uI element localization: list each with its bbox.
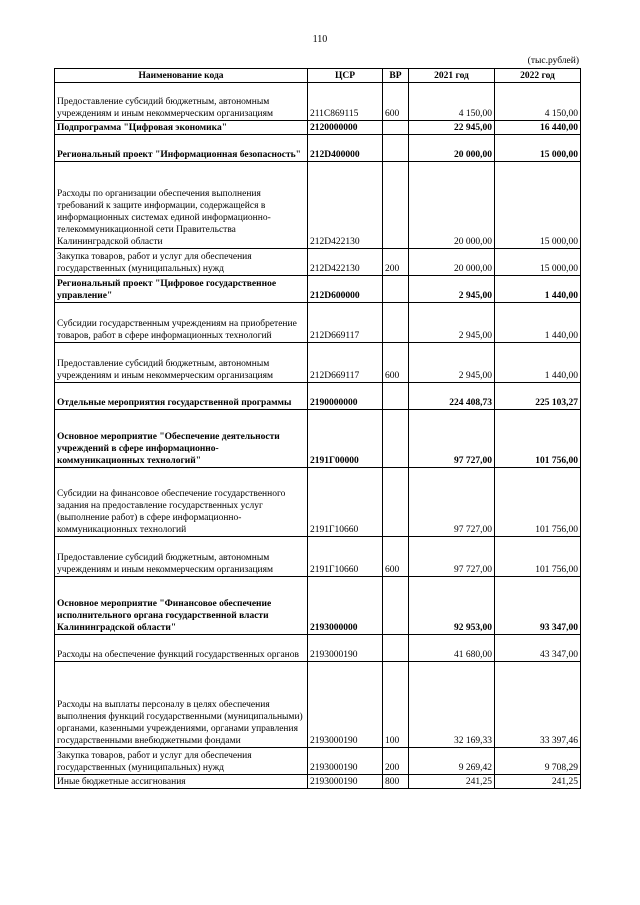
row-2021: 20 000,00 (409, 162, 495, 249)
table-row (55, 775, 581, 789)
row-2022: 43 347,00 (495, 635, 581, 662)
row-csr: 212D400000 (308, 135, 383, 162)
row-name: Подпрограмма "Цифровая экономика" (55, 121, 308, 135)
row-csr: 2193000190 (308, 775, 383, 789)
row-csr: 2191Г00000 (308, 410, 383, 468)
row-vr (383, 121, 409, 135)
row-vr: 600 (383, 537, 409, 577)
row-csr: 2193000190 (308, 748, 383, 775)
row-csr: 2191Г10660 (308, 468, 383, 537)
row-name: Расходы на выплаты персоналу в целях обеспечения выполнения функций государственными (муниципальными) органами, казенными учреждениями, органами управления государственными внебюджетными фондами (55, 662, 308, 748)
row-2021: 41 680,00 (409, 635, 495, 662)
table-row (55, 83, 581, 121)
row-2021: 4 150,00 (409, 83, 495, 121)
row-csr: 2193000190 (308, 662, 383, 748)
row-name: Субсидии на финансовое обеспечение государственного задания на предоставление государственных услуг (выполнение работ) в сфере информационно-коммуникационных технологий (55, 468, 308, 537)
row-2022: 4 150,00 (495, 83, 581, 121)
row-2021: 20 000,00 (409, 249, 495, 276)
row-2021: 2 945,00 (409, 303, 495, 343)
row-csr: 212D600000 (308, 276, 383, 303)
row-vr (383, 468, 409, 537)
row-name: Предоставление субсидий бюджетным, автономным учреждениям и иным некоммерческим организациям (55, 83, 308, 121)
table-row (55, 468, 581, 537)
row-name: Региональный проект "Цифровое государственное управление" (55, 276, 308, 303)
row-name: Основное мероприятие "Финансовое обеспечение исполнительного органа государственной власти Калининградской области" (55, 577, 308, 635)
row-csr: 212D669117 (308, 303, 383, 343)
row-2022: 225 103,27 (495, 383, 581, 410)
row-name: Расходы на обеспечение функций государственных органов (55, 635, 308, 662)
row-name: Основное мероприятие "Обеспечение деятельности учреждений в сфере информационно-коммуникационных технологий" (55, 410, 308, 468)
table-row (55, 135, 581, 162)
table-row (55, 748, 581, 775)
row-2022: 101 756,00 (495, 537, 581, 577)
row-vr: 600 (383, 83, 409, 121)
row-2022: 101 756,00 (495, 410, 581, 468)
row-csr: 2193000190 (308, 635, 383, 662)
row-2021: 224 408,73 (409, 383, 495, 410)
row-csr: 2191Г10660 (308, 537, 383, 577)
row-name: Закупка товаров, работ и услуг для обеспечения государственных (муниципальных) нужд (55, 249, 308, 276)
header-name: Наименование кода (55, 69, 308, 83)
row-name: Расходы по организации обеспечения выполнения требований к защите информации, содержащейся в информационных системах единой информационно-телекоммуникационной сети Правительства Калининградской области (55, 162, 308, 249)
row-2022: 101 756,00 (495, 468, 581, 537)
units-label: (тыс.рублей) (527, 56, 579, 66)
page-number: 110 (312, 34, 328, 45)
table-row (55, 537, 581, 577)
budget-table (54, 68, 581, 789)
row-2022: 93 347,00 (495, 577, 581, 635)
table-row (55, 410, 581, 468)
header-2021: 2021 год (409, 69, 495, 83)
row-vr: 100 (383, 662, 409, 748)
table-row (55, 249, 581, 276)
row-name: Отдельные мероприятия государственной программы (55, 383, 308, 410)
row-2021: 97 727,00 (409, 468, 495, 537)
table-row (55, 383, 581, 410)
row-2022: 15 000,00 (495, 162, 581, 249)
row-vr: 200 (383, 748, 409, 775)
table-row (55, 662, 581, 748)
row-2022: 1 440,00 (495, 303, 581, 343)
header-2022: 2022 год (495, 69, 581, 83)
row-2022: 1 440,00 (495, 276, 581, 303)
row-2021: 20 000,00 (409, 135, 495, 162)
table-row (55, 343, 581, 383)
row-name: Закупка товаров, работ и услуг для обеспечения государственных (муниципальных) нужд (55, 748, 308, 775)
table-row (55, 276, 581, 303)
row-name: Предоставление субсидий бюджетным, автономным учреждениям и иным некоммерческим организациям (55, 537, 308, 577)
row-csr: 2190000000 (308, 383, 383, 410)
row-name: Субсидии государственным учреждениям на приобретение товаров, работ в сфере информационных технологий (55, 303, 308, 343)
row-csr: 2193000000 (308, 577, 383, 635)
header-vr: ВР (383, 69, 409, 83)
row-2021: 9 269,42 (409, 748, 495, 775)
row-csr: 212D422130 (308, 162, 383, 249)
row-name: Предоставление субсидий бюджетным, автономным учреждениям и иным некоммерческим организациям (55, 343, 308, 383)
row-vr: 600 (383, 343, 409, 383)
row-vr (383, 383, 409, 410)
row-vr (383, 303, 409, 343)
row-name: Региональный проект "Информационная безопасность" (55, 135, 308, 162)
row-2021: 22 945,00 (409, 121, 495, 135)
row-vr (383, 162, 409, 249)
row-2021: 241,25 (409, 775, 495, 789)
row-2021: 32 169,33 (409, 662, 495, 748)
row-vr (383, 410, 409, 468)
row-2022: 9 708,29 (495, 748, 581, 775)
row-name: Иные бюджетные ассигнования (55, 775, 308, 789)
row-csr: 2120000000 (308, 121, 383, 135)
row-vr: 800 (383, 775, 409, 789)
row-vr: 200 (383, 249, 409, 276)
row-csr: 212D422130 (308, 249, 383, 276)
row-2022: 15 000,00 (495, 249, 581, 276)
table-row (55, 635, 581, 662)
row-vr (383, 635, 409, 662)
row-vr (383, 276, 409, 303)
row-vr (383, 577, 409, 635)
row-2022: 1 440,00 (495, 343, 581, 383)
row-2022: 33 397,46 (495, 662, 581, 748)
row-2022: 241,25 (495, 775, 581, 789)
row-2021: 92 953,00 (409, 577, 495, 635)
row-2021: 97 727,00 (409, 410, 495, 468)
row-csr: 212D669117 (308, 343, 383, 383)
table-row (55, 162, 581, 249)
row-2022: 15 000,00 (495, 135, 581, 162)
table-row (55, 121, 581, 135)
table-row (55, 577, 581, 635)
table-row (55, 303, 581, 343)
row-2021: 2 945,00 (409, 343, 495, 383)
row-2021: 97 727,00 (409, 537, 495, 577)
table-header-row (55, 69, 581, 83)
row-2022: 16 440,00 (495, 121, 581, 135)
row-2021: 2 945,00 (409, 276, 495, 303)
header-csr: ЦСР (308, 69, 383, 83)
row-csr: 211С869115 (308, 83, 383, 121)
row-vr (383, 135, 409, 162)
